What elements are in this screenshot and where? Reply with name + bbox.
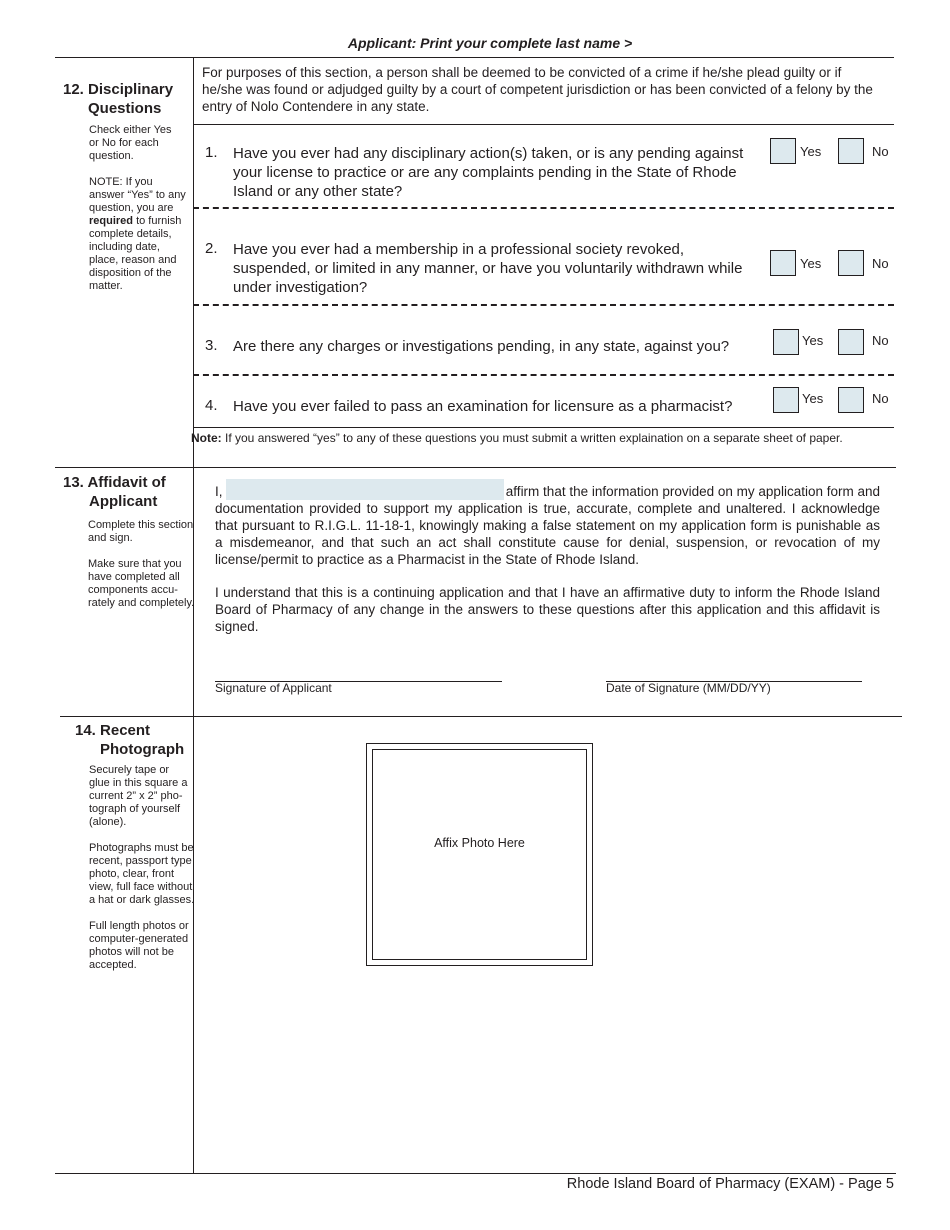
question-2-text: Have you ever had a membership in a professional society revoked, suspended, or limited in any manner, or have you voluntarily withdrawn while under investigation?	[233, 241, 743, 296]
instruction-line: accepted.	[89, 959, 137, 971]
question-divider-1	[193, 207, 894, 209]
instruction-line: tograph of yourself	[89, 803, 181, 815]
photo-box-inner	[372, 749, 587, 960]
section-13-title	[63, 473, 166, 511]
header-rule	[55, 57, 894, 58]
section-12-title-line2: Questions	[88, 100, 162, 117]
note-line: NOTE: If you	[89, 176, 153, 188]
instruction-line: components accu-	[88, 584, 178, 596]
question-3-yes-label: Yes	[802, 333, 824, 348]
question-4-no-label: No	[872, 391, 889, 406]
page-header-title: Applicant: Print your complete last name >	[347, 35, 633, 51]
question-4-yes-checkbox[interactable]	[773, 387, 799, 413]
question-1-yes-label: Yes	[800, 144, 822, 159]
footer-rule	[55, 1173, 896, 1174]
instruction-line: have completed all	[88, 571, 180, 583]
question-2-yes-checkbox[interactable]	[770, 250, 796, 276]
section-12-intro: For purposes of this section, a person shall be deemed to be convicted of a crime if he/she plead guilty or if he/she was found or adjudged guilty by a court of competent jurisdiction or has been convicted of a felony by the entry of Nolo Contendere in any state.	[202, 65, 873, 114]
instruction-line: rately and completely.	[88, 597, 195, 609]
instruction-line: Full length photos or	[89, 920, 189, 932]
section-13-title-line2: Applicant	[89, 493, 158, 510]
intro-rule	[193, 124, 894, 125]
instruction-line: current 2” x 2” pho-	[89, 790, 183, 802]
question-1-text: Have you ever had any disciplinary action(s) taken, or is any pending against your license to practice or are any complaints pending in the State of Rhode Island or any other state?	[233, 145, 744, 200]
instruction-line: photos will not be	[89, 946, 174, 958]
section-12-note	[191, 431, 843, 445]
note-line-rest: to furnish	[133, 215, 182, 227]
question-3-no-checkbox[interactable]	[838, 329, 864, 355]
section-14-title-line1: 14. Recent	[75, 722, 151, 739]
note-line: place, reason and	[89, 254, 177, 266]
question-1-number: 1.	[205, 144, 218, 161]
instruction-line: photo, clear, front	[89, 868, 174, 880]
question-4-no-checkbox[interactable]	[838, 387, 864, 413]
note-line	[89, 215, 186, 228]
question-2-no-label: No	[872, 256, 889, 271]
section-14-title	[75, 721, 184, 759]
question-4-number: 4.	[205, 397, 218, 414]
question-4-yes-label: Yes	[802, 391, 824, 406]
question-3-yes-checkbox[interactable]	[773, 329, 799, 355]
question-1-no-label: No	[872, 144, 889, 159]
section-12-instructions	[89, 124, 186, 293]
section-13-title-line1: 13. Affidavit of	[63, 474, 166, 491]
affidavit-paragraph-1: documentation provided to support my application is true, accurate, complete and unaltered. I acknowledge that pursuant to R.I.G.L. 11-18-1, knowingly making a false statement on my application form is punishable as a misdemeanor, and that such an act shall constitute cause for denial, suspension, or revocation of my license/permit to practice as a Pharmacist in the State of Rhode Island.	[215, 501, 880, 567]
section-12-title	[63, 80, 173, 118]
date-signature-label: Date of Signature (MM/DD/YY)	[606, 681, 771, 695]
note-line: matter.	[89, 280, 123, 292]
note-line: complete details,	[89, 228, 172, 240]
affidavit-line1-rest: affirm that the information provided on my application form and	[505, 484, 880, 499]
instruction-line: computer-generated	[89, 933, 189, 945]
question-divider-3	[193, 374, 894, 376]
note-line: including date,	[89, 241, 160, 253]
note-required-emphasis: required	[89, 215, 134, 227]
note-bold-label: Note:	[191, 431, 222, 445]
note-line: question, you are	[89, 202, 174, 214]
question-divider-2	[193, 304, 894, 306]
question-2-no-checkbox[interactable]	[838, 250, 864, 276]
page-footer: Rhode Island Board of Pharmacy (EXAM) - Page 5	[566, 1176, 894, 1192]
affidavit-prefix: I,	[215, 484, 223, 499]
section-12-title-line1: 12. Disciplinary	[63, 81, 174, 98]
question-3-no-label: No	[872, 333, 889, 348]
instruction-line: glue in this square a	[89, 777, 188, 789]
note-text: If you answered “yes” to any of these questions you must submit a written explaination on a separate sheet of paper.	[221, 431, 843, 445]
section-14-rule	[60, 716, 902, 717]
question-2-number: 2.	[205, 240, 218, 257]
note-line: disposition of the	[89, 267, 172, 279]
instruction-line: view, full face without	[89, 881, 193, 893]
instruction-line: Make sure that you	[88, 558, 182, 570]
note-line: answer “Yes” to any	[89, 189, 186, 201]
instruction-line: a hat or dark glasses.	[89, 894, 195, 906]
photo-label: Affix Photo Here	[434, 836, 525, 850]
applicant-name-field[interactable]	[226, 479, 504, 500]
question-3-number: 3.	[205, 337, 218, 354]
instruction-line: recent, passport type	[89, 855, 192, 867]
instruction-line: (alone).	[89, 816, 127, 828]
question-3-text: Are there any charges or investigations pending, in any state, against you?	[233, 338, 730, 355]
instruction-line: or No for each	[89, 137, 159, 149]
instruction-line: question.	[89, 150, 134, 162]
section-13-instructions	[88, 519, 194, 610]
question-4-text: Have you ever failed to pass an examination for licensure as a pharmacist?	[233, 398, 733, 415]
question-1-yes-checkbox[interactable]	[770, 138, 796, 164]
signature-label: Signature of Applicant	[215, 681, 332, 695]
section-14-title-line2: Photograph	[100, 741, 185, 758]
instruction-line: and sign.	[88, 532, 133, 544]
instruction-line: Complete this section	[88, 519, 194, 531]
question-1-no-checkbox[interactable]	[838, 138, 864, 164]
instruction-line: Photographs must be	[89, 842, 194, 854]
instruction-line: Securely tape or	[89, 764, 170, 776]
section-14-instructions	[89, 764, 194, 972]
section-13-rule	[55, 467, 896, 468]
affidavit-paragraph-2: I understand that this is a continuing application and that I have an affirmative duty to inform the Rhode Island Board of Pharmacy of any change in the answers to these questions after this application and this affidavit is signed.	[215, 585, 880, 634]
instruction-line: Check either Yes	[89, 124, 172, 136]
note-rule	[193, 427, 894, 428]
question-2-yes-label: Yes	[800, 256, 822, 271]
left-column-divider	[193, 57, 194, 1173]
